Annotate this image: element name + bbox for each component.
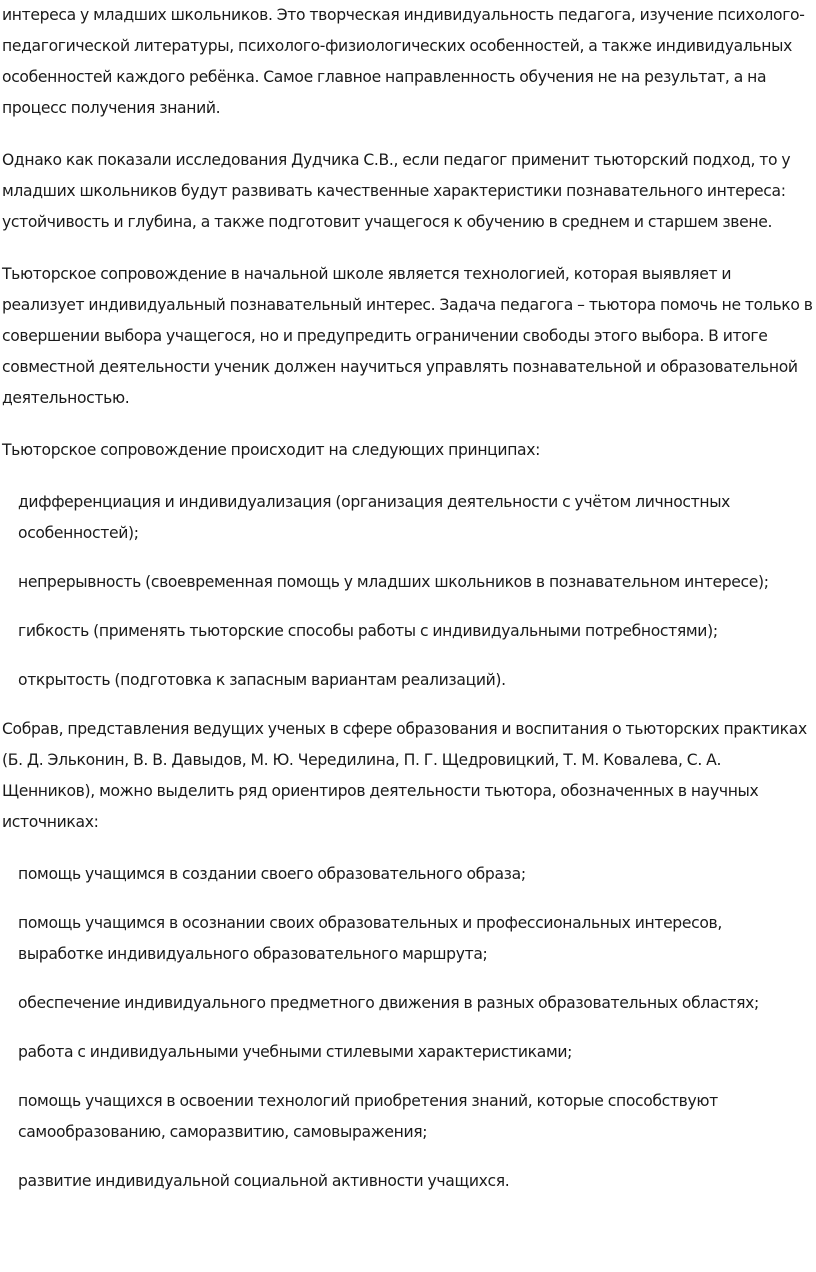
list-item: непрерывность (своевременная помощь у младших школьников в познавательном интересе); bbox=[18, 573, 769, 591]
guidelines-list bbox=[0, 859, 816, 1197]
paragraph-principles-heading: Тьюторское сопровождение происходит на следующих принципах: bbox=[2, 441, 541, 459]
paragraph-dudchik-research: Однако как показали исследования Дудчика С.В., если педагог применит тьюторский подход, то у младших школьников будут развивать качественные характеристики познавательного интереса: устойчивость и глубина, а также подготовит учащегося к обучению в среднем и старшем звене. bbox=[2, 151, 791, 231]
list-item: помощь учащимся в осознании своих образовательных и профессиональных интересов, выработке индивидуального образовательного маршрута; bbox=[18, 914, 722, 963]
paragraph-interest-intro: интереса у младших школьников. Это творческая индивидуальность педагога, изучение психолого-педагогической литературы, психолого-физиологических особенностей, а также индивидуальных особенностей каждого ребёнка. Самое главное направленность обучения не на результат, а на процесс получения знаний. bbox=[2, 6, 805, 117]
list-item: развитие индивидуальной социальной активности учащихся. bbox=[18, 1172, 510, 1190]
list-item: обеспечение индивидуального предметного движения в разных образовательных областях; bbox=[18, 994, 759, 1012]
paragraph-tutor-support: Тьюторское сопровождение в начальной школе является технологией, которая выявляет и реализует индивидуальный познавательный интерес. Задача педагога – тьютора помочь не только в совершении выбора учащегося, но и предупредить ограничении свободы этого выбора. В итоге совместной деятельности ученик должен научиться управлять познавательной и образовательной деятельностью. bbox=[2, 265, 813, 407]
list-item: работа с индивидуальными учебными стилевыми характеристиками; bbox=[18, 1043, 573, 1061]
list-item: открытость (подготовка к запасным вариантам реализаций). bbox=[18, 671, 506, 689]
principles-list bbox=[0, 487, 816, 696]
list-item: дифференциация и индивидуализация (организация деятельности с учётом личностных особенностей); bbox=[18, 493, 731, 542]
list-item: гибкость (применять тьюторские способы работы с индивидуальными потребностями); bbox=[18, 622, 718, 640]
list-item: помощь учащихся в освоении технологий приобретения знаний, которые способствуют самообразованию, саморазвитию, самовыражения; bbox=[18, 1092, 718, 1141]
list-item: помощь учащимся в создании своего образовательного образа; bbox=[18, 865, 526, 883]
paragraph-scholars: Собрав, представления ведущих ученых в сфере образования и воспитания о тьюторских практиках (Б. Д. Эльконин, В. В. Давыдов, М. Ю. Чередилина, П. Г. Щедровицкий, Т. М. Ковалева, С. А. Щенников), можно выделить ряд ориентиров деятельности тьютора, обозначенных в научных источниках: bbox=[2, 720, 807, 831]
